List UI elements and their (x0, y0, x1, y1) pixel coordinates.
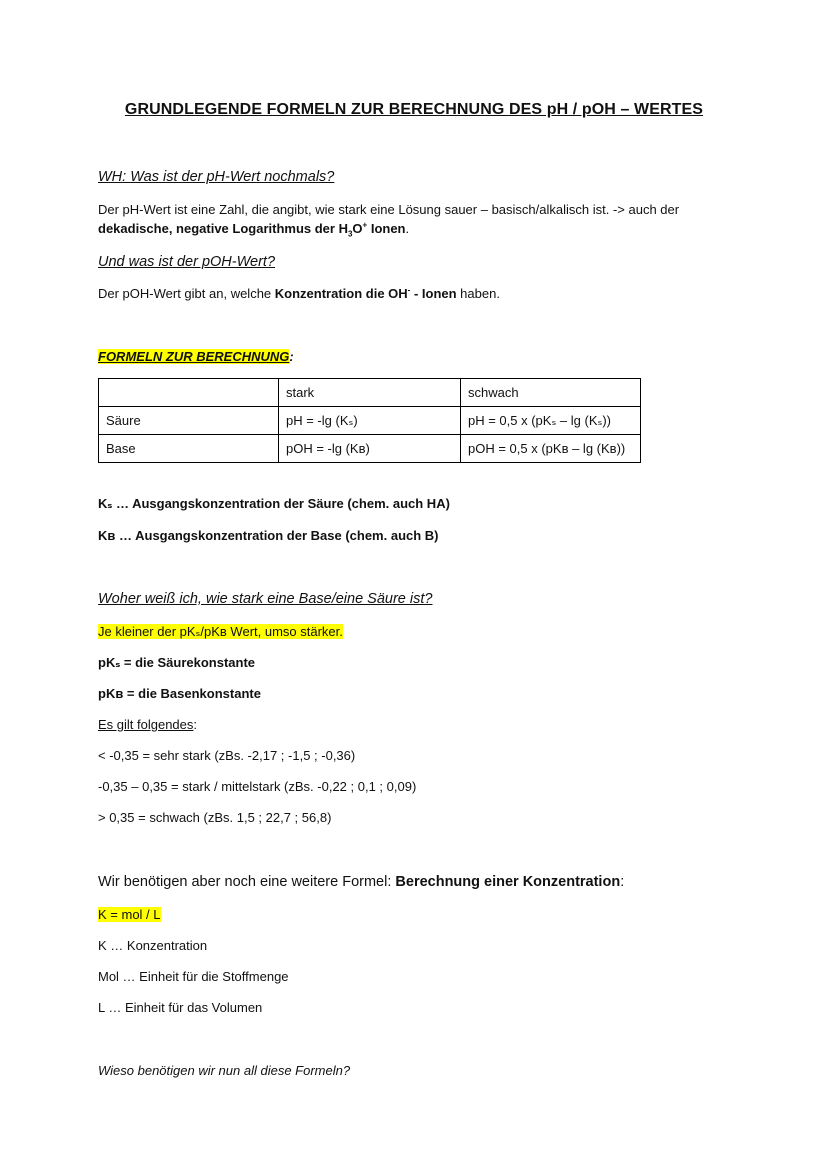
ph-definition-line1: Der pH-Wert ist eine Zahl, die angibt, wie stark eine Lösung sauer – basisch/alkalisch ist. -> auch der (98, 202, 680, 217)
ks-definition: Kₛ … Ausgangskonzentration der Säure (chem. auch HA) (98, 496, 450, 511)
question-strength: Woher weiß ich, wie stark eine Base/eine Säure ist? (98, 591, 433, 607)
def-mol: Mol … Einheit für die Stoffmenge (98, 969, 289, 984)
def-volume: L … Einheit für das Volumen (98, 1000, 263, 1015)
pks-definition: pKₛ = die Säurekonstante (98, 655, 256, 670)
table-row (99, 407, 641, 435)
def-concentration: K … Konzentration (98, 938, 208, 953)
table-row (99, 435, 641, 463)
poh-definition: Der pOH-Wert gibt an, welche Konzentration die OH- - Ionen haben. (98, 285, 500, 301)
table-header-row (99, 379, 641, 407)
concentration-formula: K = mol / L (98, 907, 161, 922)
table-cell: pOH = 0,5 x (pKʙ – lg (Kʙ)) (461, 435, 641, 463)
ph-definition-line2: dekadische, negative Logarithmus der $H_3O^+$ Ionen. (98, 220, 410, 239)
rule-very-strong: < -0,35 = sehr stark (zBs. -2,17 ; -1,5 ; -0,36) (98, 748, 356, 763)
formula-table (98, 378, 641, 463)
table-header-cell: stark (279, 379, 461, 407)
table-header-cell (99, 379, 279, 407)
question-poh: Und was ist der pOH-Wert? (98, 254, 276, 270)
question-ph: WH: Was ist der pH-Wert nochmals? (98, 169, 335, 185)
table-header-cell: schwach (461, 379, 641, 407)
concentration-intro: Wir benötigen aber noch eine weitere Formel: Berechnung einer Konzentration: (98, 874, 625, 890)
formulas-heading: FORMELN ZUR BERECHNUNG: (98, 349, 294, 364)
table-cell: pH = 0,5 x (pKₛ – lg (Kₛ)) (461, 407, 641, 435)
rule-weak: > 0,35 = schwach (zBs. 1,5 ; 22,7 ; 56,8) (98, 810, 332, 825)
table-cell: pOH = -lg (Kʙ) (279, 435, 461, 463)
es-gilt-label: Es gilt folgendes: (98, 717, 198, 732)
table-cell: pH = -lg (Kₛ) (279, 407, 461, 435)
table-cell: Säure (99, 407, 279, 435)
kb-definition: Kʙ … Ausgangskonzentration der Base (chem. auch B) (98, 528, 439, 543)
pkb-definition: pKʙ = die Basenkonstante (98, 686, 261, 701)
closing-question: Wieso benötigen wir nun all diese Formeln? (98, 1063, 351, 1078)
table-cell: Base (99, 435, 279, 463)
strength-rule-highlight: Je kleiner der pKₛ/pKʙ Wert, umso stärker. (98, 624, 343, 639)
rule-strong: -0,35 – 0,35 = stark / mittelstark (zBs. -0,22 ; 0,1 ; 0,09) (98, 779, 417, 794)
page-title: GRUNDLEGENDE FORMELN ZUR BERECHNUNG DES pH / pOH – WERTES (124, 101, 704, 118)
